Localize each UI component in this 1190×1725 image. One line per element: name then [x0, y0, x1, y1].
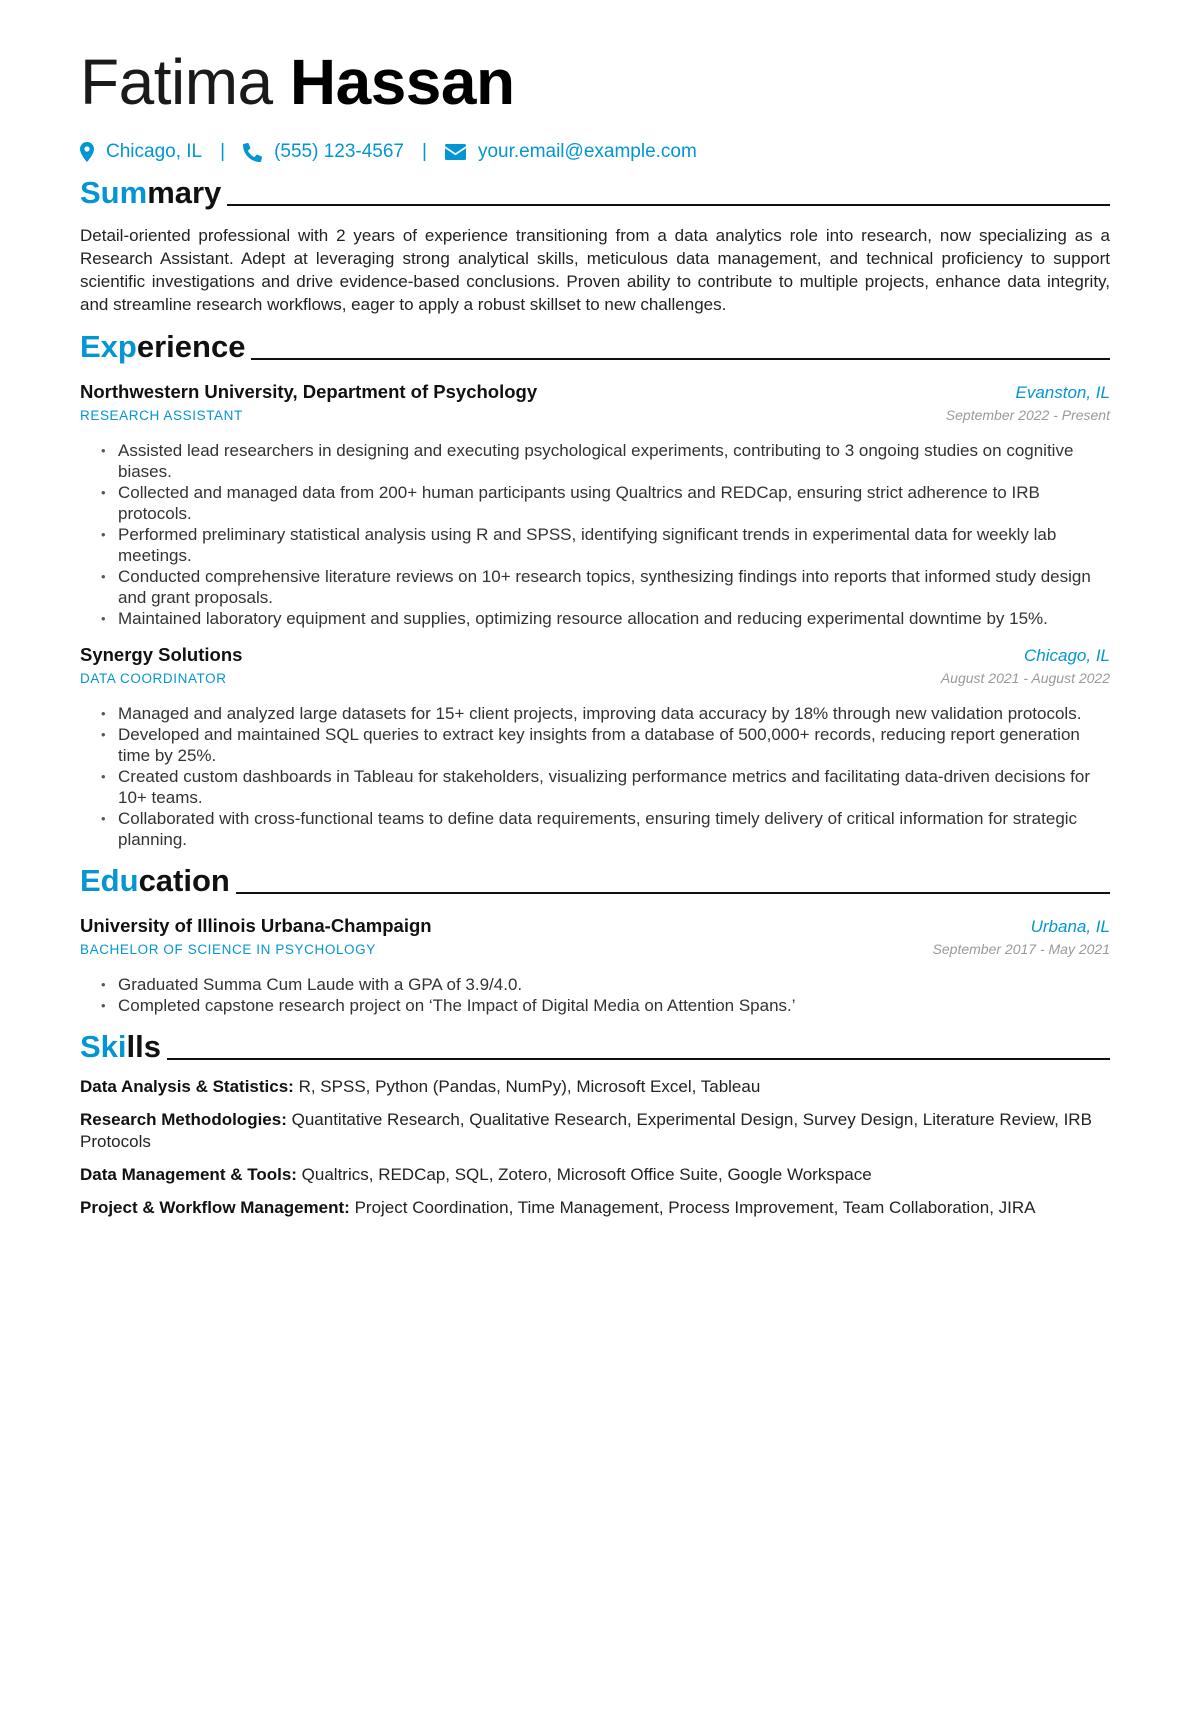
skill-label: Data Management & Tools: [80, 1165, 297, 1184]
section-title: Education [80, 863, 230, 898]
skill-row [80, 1197, 1110, 1219]
resume-page [0, 42, 1190, 1725]
contact-email[interactable] [445, 140, 697, 164]
email-text: your.email@example.com [477, 141, 697, 162]
contact-phone[interactable] [243, 140, 404, 164]
bullet-list [80, 440, 1110, 629]
contact-location [80, 140, 202, 164]
section-header-education [80, 862, 1110, 900]
job-title: DATA COORDINATOR [80, 671, 227, 686]
skill-value: Project Coordination, Time Management, Process Improvement, Team Collaboration, JIRA [354, 1198, 1036, 1217]
list-item: • Created custom dashboards in Tableau for stakeholders, visualizing performance metrics and facilitating data-driven decisions for 10+ teams. [118, 766, 1110, 808]
skills-list [80, 1076, 1110, 1219]
date-range: September 2017 - May 2021 [932, 941, 1110, 957]
section-title: Summary [80, 175, 222, 210]
degree-title: BACHELOR OF SCIENCE IN PSYCHOLOGY [80, 942, 376, 957]
skill-label: Project & Workflow Management: [80, 1198, 350, 1217]
map-marker-icon [80, 142, 94, 162]
location-text: Chicago, IL [106, 141, 203, 162]
list-item: • Developed and maintained SQL queries to extract key insights from a database of 500,000+ records, reducing report generation time by 25%. [118, 724, 1110, 766]
skill-label: Data Analysis & Statistics: [80, 1077, 294, 1096]
date-range: August 2021 - August 2022 [940, 670, 1110, 686]
contact-bar [80, 140, 1110, 164]
skill-value: R, SPSS, Python (Pandas, NumPy), Microsoft Excel, Tableau [298, 1077, 761, 1096]
phone-text: (555) 123-4567 [274, 141, 404, 162]
list-item: • Collected and managed data from 200+ human participants using Qualtrics and REDCap, ensuring strict adherence to IRB protocols. [118, 482, 1110, 524]
summary-text: Detail-oriented professional with 2 years of experience transitioning from a data analytics role into research, now specializing as a Research Assistant. Adept at leveraging strong analytical skills, meticulous data management, and technical proficiency to support scientific investigations and drive evidence-based conclusions. Proven ability to contribute to multiple projects, enhance data integrity, and streamline research workflows, eager to apply a robust skillset to new challenges. [80, 226, 1110, 314]
section-header-summary [80, 174, 1110, 212]
list-item: • Completed capstone research project on ‘The Impact of Digital Media on Attention Spans.’ [118, 995, 1110, 1016]
entry-location: Chicago, IL [1024, 646, 1110, 665]
section-header-skills [80, 1028, 1110, 1066]
phone-icon [243, 143, 262, 162]
section-title: Skills [80, 1029, 161, 1064]
section-divider [227, 204, 1110, 206]
skill-row [80, 1109, 1110, 1153]
entry-location: Evanston, IL [1015, 383, 1110, 402]
list-item: • Graduated Summa Cum Laude with a GPA of 3.9/4.0. [118, 974, 1110, 995]
skill-row [80, 1076, 1110, 1098]
experience-entry [80, 380, 1110, 629]
organization-name: Northwestern University, Department of Psychology [80, 381, 538, 402]
bullet-list [80, 703, 1110, 850]
list-item: • Managed and analyzed large datasets for 15+ client projects, improving data accuracy by 18% through new validation protocols. [118, 703, 1110, 724]
skill-label: Research Methodologies: [80, 1110, 287, 1129]
last-name: Hassan [289, 46, 515, 118]
institution-name: University of Illinois Urbana-Champaign [80, 915, 432, 936]
skill-row [80, 1164, 1110, 1186]
education-entry [80, 914, 1110, 1016]
date-range: September 2022 - Present [945, 407, 1110, 423]
section-header-experience [80, 328, 1110, 366]
experience-entry [80, 643, 1110, 850]
list-item: • Conducted comprehensive literature reviews on 10+ research topics, synthesizing findings into reports that informed study design and grant proposals. [118, 566, 1110, 608]
contact-separator: | [422, 141, 427, 162]
section-divider [167, 1058, 1110, 1060]
envelope-icon [445, 144, 466, 160]
list-item: • Collaborated with cross-functional teams to define data requirements, ensuring timely delivery of critical information for strategic planning. [118, 808, 1110, 850]
organization-name: Synergy Solutions [80, 644, 243, 665]
candidate-name [80, 42, 1110, 122]
job-title: RESEARCH ASSISTANT [80, 408, 243, 423]
skill-value: Quantitative Research, Qualitative Research, Experimental Design, Survey Design, Literature Review, IRB Protocols [80, 1110, 1092, 1151]
first-name: Fatima [80, 46, 273, 118]
list-item: • Maintained laboratory equipment and supplies, optimizing resource allocation and reducing experimental downtime by 15%. [118, 608, 1110, 629]
bullet-list [80, 974, 1110, 1016]
list-item: • Performed preliminary statistical analysis using R and SPSS, identifying significant trends in experimental data for weekly lab meetings. [118, 524, 1110, 566]
contact-separator: | [220, 141, 226, 162]
section-divider [251, 358, 1110, 360]
section-title: Experience [80, 329, 246, 364]
skill-value: Qualtrics, REDCap, SQL, Zotero, Microsoft Office Suite, Google Workspace [301, 1165, 872, 1184]
list-item: • Assisted lead researchers in designing and executing psychological experiments, contributing to 3 ongoing studies on cognitive biases. [118, 440, 1110, 482]
section-divider [236, 892, 1110, 894]
entry-location: Urbana, IL [1030, 917, 1110, 936]
